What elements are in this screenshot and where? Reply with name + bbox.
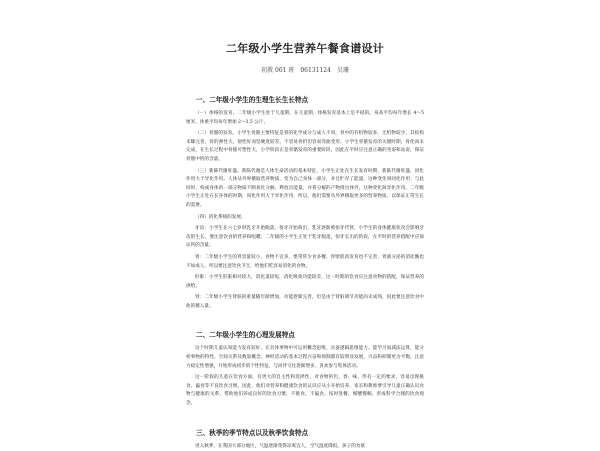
section-heading: 一、二年级小学生的生理生长生长特点 xyxy=(196,96,309,104)
document-byline: 初教 061 班 06131124 吴珊 xyxy=(261,67,349,74)
document-page xyxy=(0,40,600,449)
paragraph: （四）消化系统的发展。 xyxy=(195,214,246,220)
document-title: 二年级小学生营养午餐食谱设计 xyxy=(225,42,385,55)
paragraph: 肾：二年级小学生肾脏的重量随年龄增加，功能逐渐完善，但是由于肾脏调节功能尚未成熟，因此要注意饮食中盐的摄入量。 xyxy=(186,295,424,309)
paragraph: （三）新陈代谢旺盛。新陈代谢是人体生命活动的基本特征，小学生正处在生长发育时期，新陈代谢旺盛，同化作用大于异化作用。人体从外界摄取营养物质，变为自己身体一部分，并且贮存了能量，这种变化叫同化作用；与此同时，构成身体的一部分物质不断氧化分解，释放出能量，并将分解的产物排出体外，这种变化叫异化作用。二年级小学生正处在长身体的时期，同化作用大于异化作用，所以，他们需要从外界摄取更多的营养物质，以保证正常生长的需要。 xyxy=(186,168,424,208)
paragraph: （二）骨骼的发育。小学生骨骼主要特征是骨的化学成分与成人不同，骨中的有机物较多，无机物较少，其结构未臻完善，骨的弹性大、韧性好而坚硬度较差，不容易骨折但容易弯曲变形。小学生骨骼发育的关键时期，骨化尚未完成，在生长过程中骨骼可塑性大，小学阶段正是骨骼发育的重要阶段，因此在平时应注意正确的坐姿和站姿，保证骨骼中钙的含量。 xyxy=(186,131,424,162)
paragraph: 这一阶段的儿童在饮食方面，有更大的自主性和选择性，对食物的色、香、味、形有一定的要求，容易出现挑食、偏食等不良饮食习惯。因此，他们对营养和健康饮食的认识应从小开始培养，家长和教师要引导儿童正确认识食物与健康的关系，帮助他们养成良好的饮食习惯，不挑食、不偏食，按时进餐，细嚼慢咽，形成科学合理的饮食观念。 xyxy=(186,375,424,407)
paragraph: 肝脏：小学生肝脏相对较大，消化道较短，消化吸收功能较差，这一时期的饮食应注意食物的搭配，保证营养的供给。 xyxy=(186,275,424,289)
paragraph: 这个时期儿童认知能力发育较好，在具体事物中可运用概念思维，具备逻辑思维能力。能学习加减法运算，能分析事物的特性、空间关系及数量概念，神经活动的基本过程兴奋和抑制都有较明显发展，兴奋和抑制更为平衡，注意力稳定性增强，开始形成初步的个性特征，与同伴交往逐渐增多，喜欢参与集体活动。 xyxy=(186,346,424,369)
paragraph: （一）体格的发育。二年级小学生处于儿童期。在儿童期，体格发育基本上是平稳的。身高平均每年增长 4～5 厘米，体重平均每年增加 2～3.5 公斤。 xyxy=(186,111,424,125)
paragraph: 胃：二年级小学生的胃容量较小，食物不宜多，要常常少食多餐，胃壁肌肉发育也不完善，胃液分泌的消化酶也不如成人，所以要注意饮食卫生，给他们吃容易消化的食物。 xyxy=(186,254,424,269)
paragraph: 牙齿：小学生在六七岁时乳牙开始脱落，恒牙开始萌出，乳牙逐渐被恒牙代替，小学生的身体健康状况会影响牙齿的生长。要注意饮食的营养和咀嚼，二年级的小学生正处于乳牙脱落，恒牙长出的阶段，在平时的营养搭配中应保证钙的含量。 xyxy=(186,226,424,249)
section-heading: 三、秋季的季节特点以及秋季饮食特点 xyxy=(196,428,309,437)
paragraph: 进入秋季，在我国大部分地区，气温逐渐变得凉爽宜人，空气湿度降低，孩子的食欲 xyxy=(195,443,365,449)
section-heading: 二、二年级小学生的心理发展特点 xyxy=(196,331,295,340)
